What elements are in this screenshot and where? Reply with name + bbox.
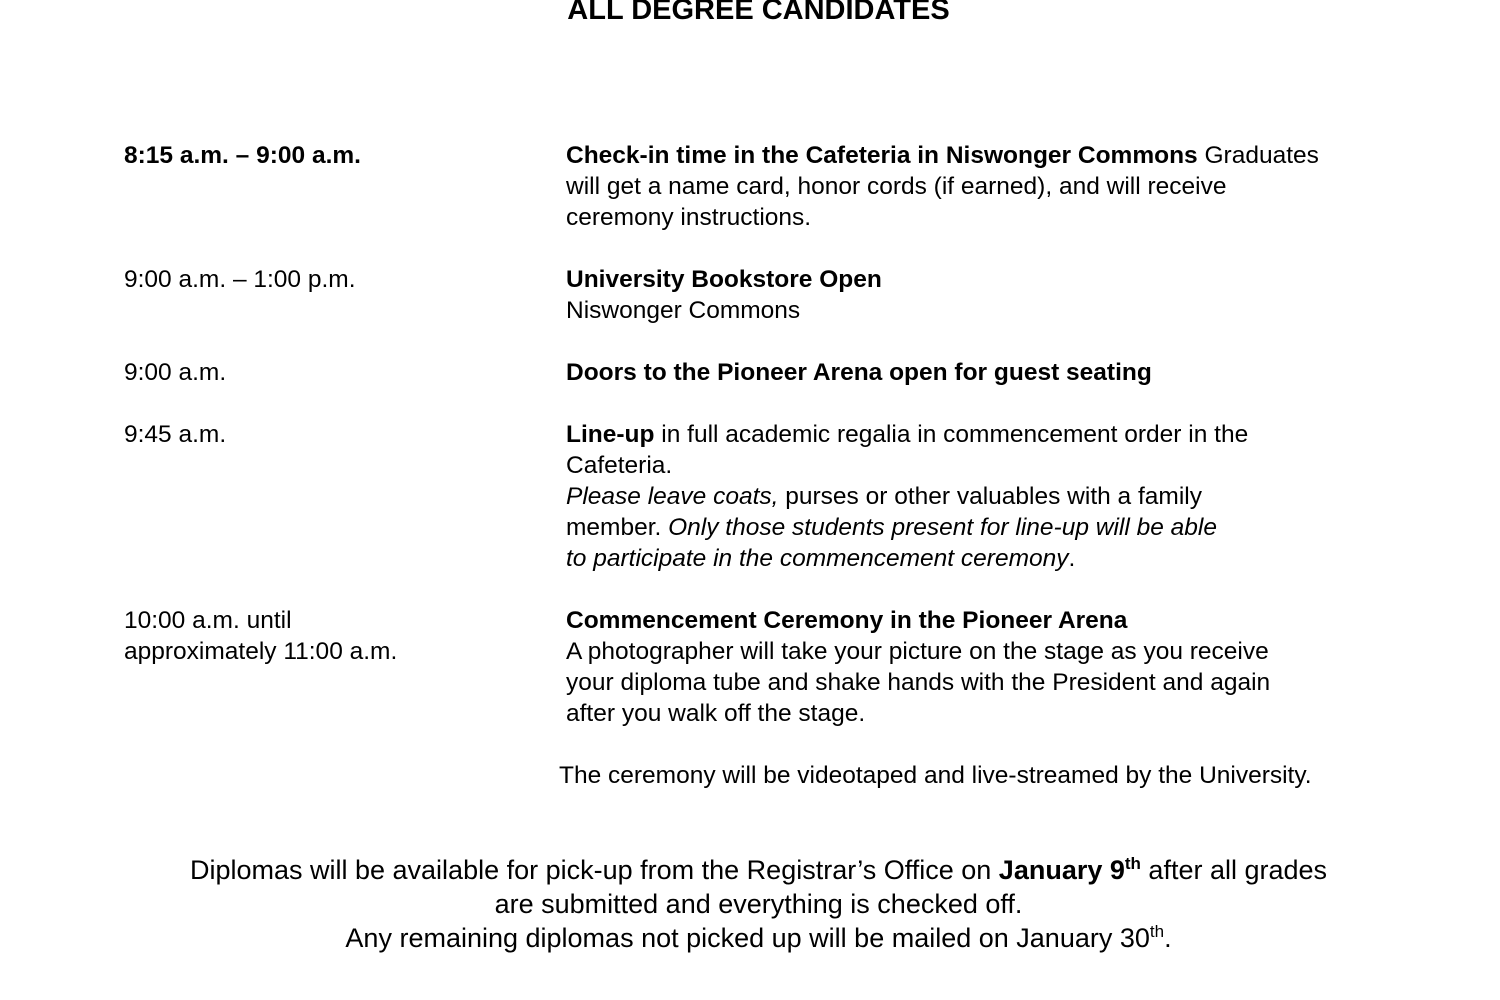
description-text: . bbox=[1068, 545, 1076, 572]
footer-text: after all grades bbox=[1140, 855, 1328, 885]
footer-ordinal: th bbox=[1124, 854, 1141, 873]
description-line: after you walk off the stage. bbox=[566, 700, 866, 727]
footer-text: Any remaining diplomas not picked up will be mailed on January 30 bbox=[345, 923, 1150, 953]
time-line: approximately 11:00 a.m. bbox=[124, 638, 398, 665]
time-line: 10:00 a.m. until bbox=[124, 607, 292, 634]
time-line: 9:00 a.m. – 1:00 p.m. bbox=[124, 266, 356, 293]
schedule-description bbox=[566, 140, 1466, 233]
schedule-time bbox=[124, 264, 356, 295]
description-line: will get a name card, honor cords (if earned), and will receive bbox=[566, 173, 1227, 200]
schedule-time bbox=[124, 605, 397, 667]
schedule-time bbox=[124, 357, 226, 388]
page-title: ALL DEGREE CANDIDATES bbox=[567, 0, 950, 26]
schedule-description bbox=[566, 605, 1466, 729]
time-line: 8:15 a.m. – 9:00 a.m. bbox=[124, 142, 361, 169]
footer-date: January 9 bbox=[998, 855, 1125, 885]
description-italic: Only those students present for line-up will be able bbox=[668, 514, 1217, 541]
footer-line: are submitted and everything is checked off. bbox=[494, 889, 1023, 919]
schedule-heading: Line-up bbox=[566, 421, 655, 448]
description-italic: to participate in the commencement ceremony bbox=[566, 545, 1069, 572]
description-line: Niswonger Commons bbox=[566, 297, 801, 324]
schedule-time bbox=[124, 419, 226, 450]
video-note: The ceremony will be videotaped and live-streamed by the University. bbox=[559, 762, 1312, 789]
footer-text: Diplomas will be available for pick-up from the Registrar’s Office on bbox=[189, 855, 999, 885]
footer-text: . bbox=[1164, 923, 1172, 953]
footer-ordinal: th bbox=[1149, 922, 1165, 941]
description-text: member. bbox=[566, 514, 669, 541]
time-line: 9:45 a.m. bbox=[124, 421, 227, 448]
schedule-description bbox=[566, 357, 1466, 388]
description-italic: Please leave coats, bbox=[566, 483, 779, 510]
description-line: Cafeteria. bbox=[566, 452, 673, 479]
description-line: ceremony instructions. bbox=[566, 204, 812, 231]
description-line: A photographer will take your picture on the stage as you receive bbox=[566, 638, 1269, 665]
schedule-heading-tail: in full academic regalia in commencement order in the bbox=[654, 421, 1249, 448]
time-line: 9:00 a.m. bbox=[124, 359, 227, 386]
diploma-pickup-note bbox=[0, 853, 1500, 955]
description-text: purses or other valuables with a family bbox=[778, 483, 1202, 510]
schedule-heading: University Bookstore Open bbox=[566, 266, 882, 293]
schedule-description bbox=[566, 264, 1466, 326]
schedule-heading-tail: Graduates bbox=[1197, 142, 1319, 169]
description-line: your diploma tube and shake hands with the President and again bbox=[566, 669, 1271, 696]
schedule-heading: Commencement Ceremony in the Pioneer Arena bbox=[566, 607, 1128, 634]
schedule-heading: Doors to the Pioneer Arena open for guest seating bbox=[566, 359, 1152, 386]
schedule-time bbox=[124, 140, 361, 171]
schedule-heading: Check-in time in the Cafeteria in Niswonger Commons bbox=[566, 142, 1198, 169]
schedule-description bbox=[566, 419, 1466, 574]
